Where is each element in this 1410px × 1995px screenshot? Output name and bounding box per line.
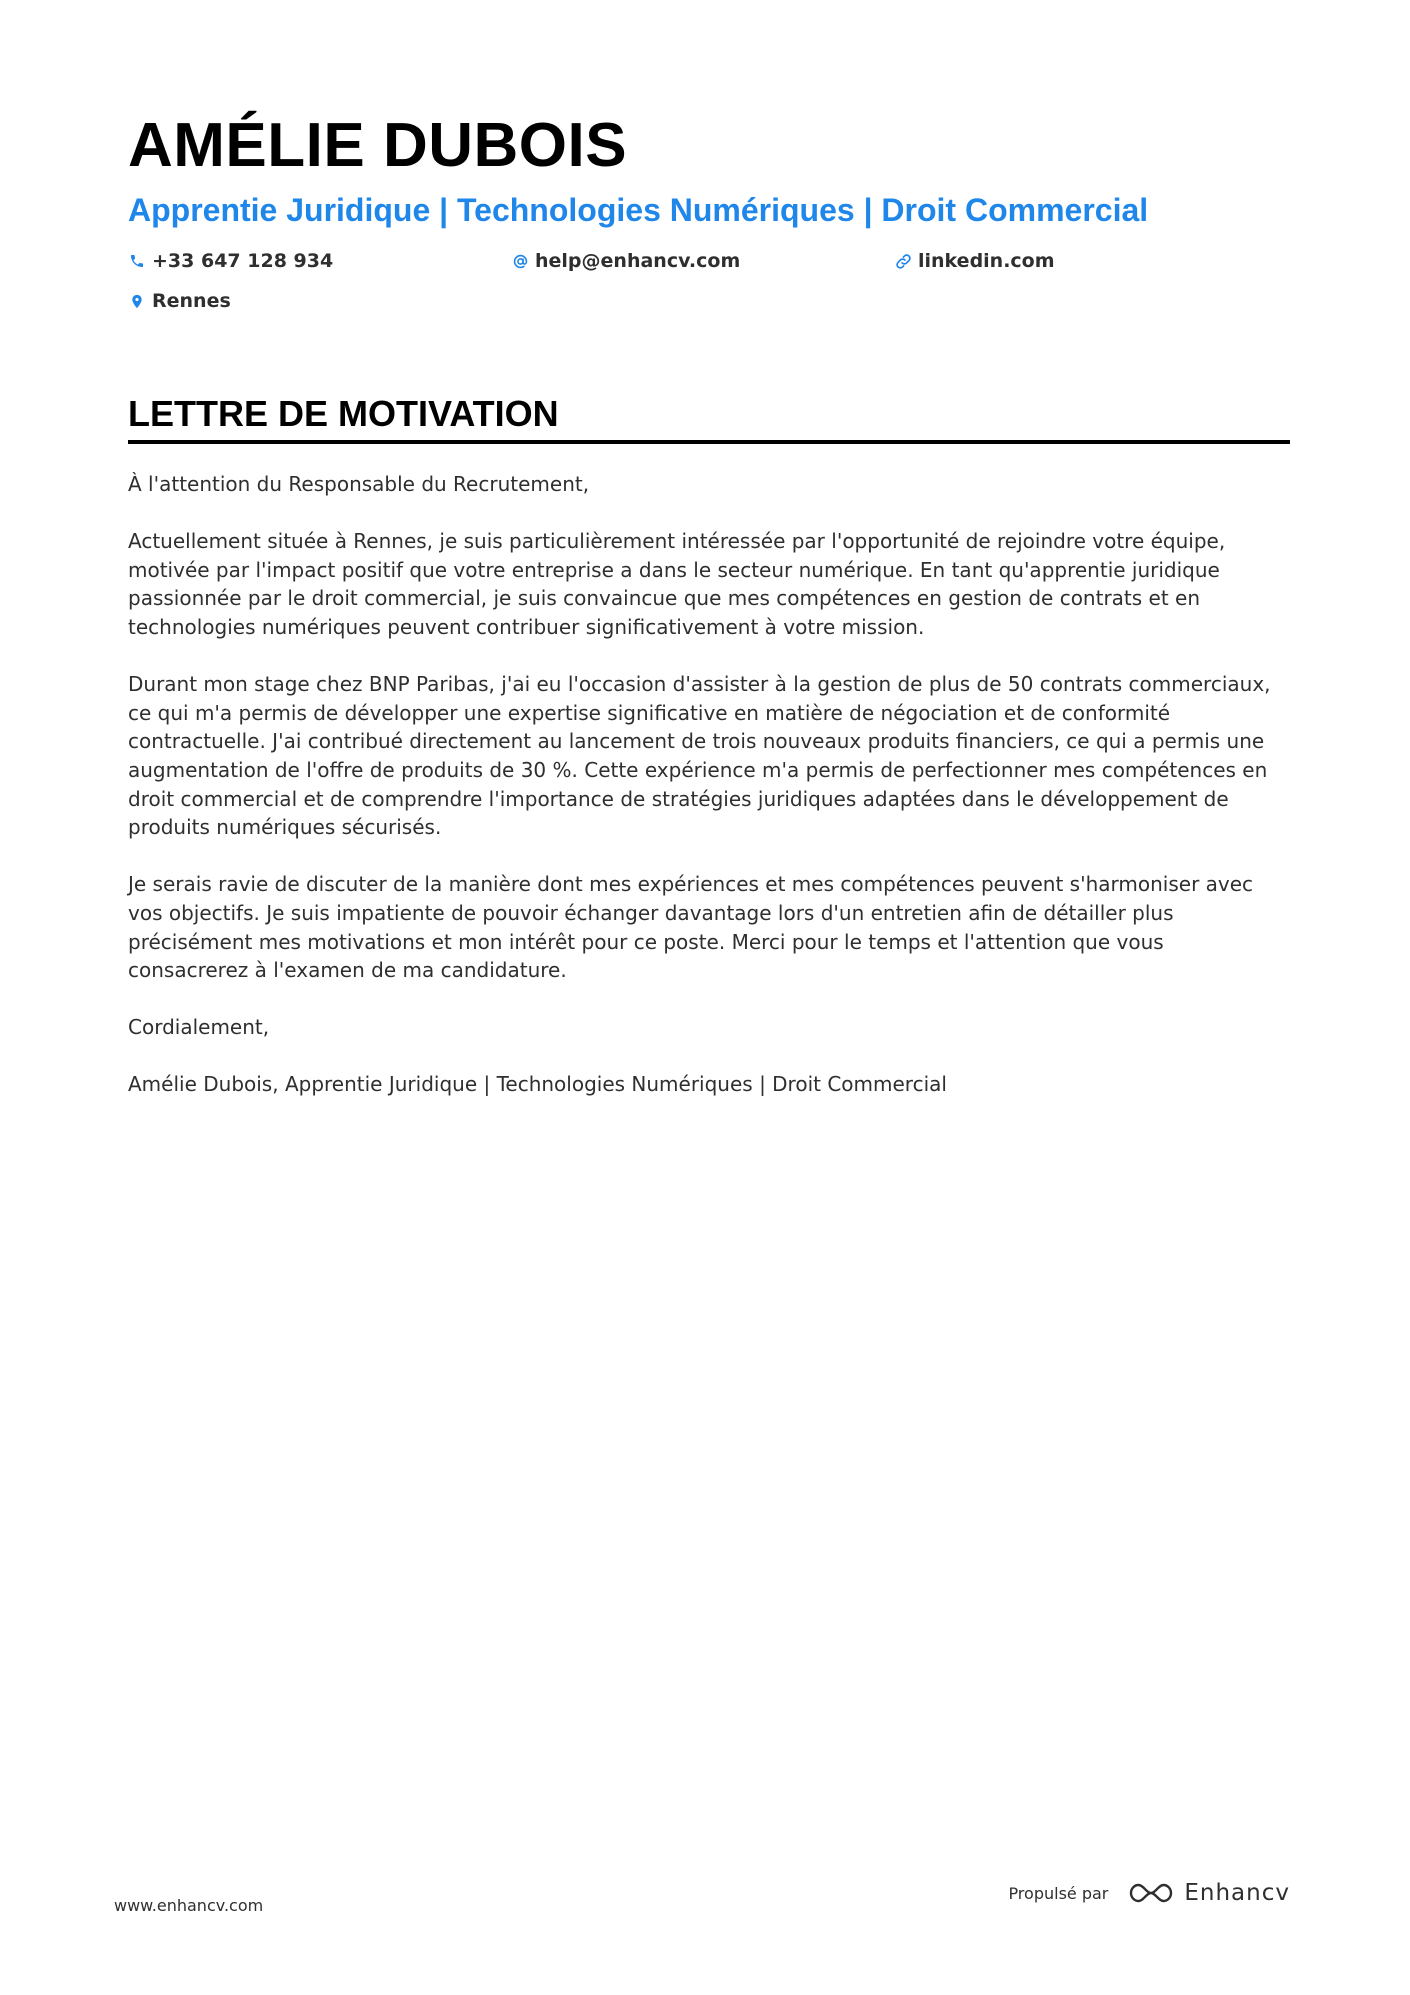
candidate-headline: Apprentie Juridique | Technologies Numériques | Droit Commercial [128, 192, 1149, 228]
cover-letter-section [128, 392, 1290, 1128]
contact-linkedin-value: linkedin.com [918, 250, 1055, 272]
letter-paragraph-1: Actuellement située à Rennes, je suis particulièrement intéressée par l'opportunité de rejoindre votre équipe, motivée par l'impact positif que votre entreprise a dans le secteur numérique. En tant qu'apprentie juridique passionnée par le droit commercial, je suis convaincue que mes compétences en gestion de contrats et en technologies numériques peuvent contribuer significativement à votre mission. [128, 529, 1226, 639]
enhancv-logo-icon [1128, 1881, 1174, 1905]
enhancv-brand[interactable] [1128, 1880, 1290, 1906]
letter-greeting: À l'attention du Responsable du Recrutement, [128, 472, 590, 496]
candidate-name: AMÉLIE DUBOIS [128, 111, 628, 180]
contact-phone-value: +33 647 128 934 [152, 250, 334, 272]
link-icon [894, 252, 912, 270]
header [128, 110, 1290, 314]
contact-info [128, 248, 1290, 314]
location-pin-icon [128, 292, 146, 310]
section-title: LETTRE DE MOTIVATION [128, 392, 1290, 444]
letter-closing: Cordialement, [128, 1015, 270, 1040]
footer-branding [1008, 1880, 1290, 1906]
at-icon [511, 252, 529, 270]
letter-body [128, 470, 1290, 1099]
footer-website[interactable]: www.enhancv.com [114, 1896, 264, 1915]
contact-location-value: Rennes [152, 290, 231, 312]
contact-linkedin[interactable] [894, 248, 1277, 274]
enhancv-brand-name: Enhancv [1184, 1880, 1290, 1906]
contact-email-value: help@enhancv.com [535, 250, 741, 272]
letter-signature: Amélie Dubois, Apprentie Juridique | Technologies Numériques | Droit Commercial [128, 1072, 947, 1097]
letter-paragraph-3: Je serais ravie de discuter de la manière dont mes expériences et mes compétences peuvent s'harmoniser avec vos objectifs. Je suis impatiente de pouvoir échanger davantage lors d'un entretien afin de détailler plus précisément mes motivations et mon intérêt pour ce poste. Merci pour le temps et l'attention que vous consacrerez à l'examen de ma candidature. [128, 872, 1254, 983]
contact-phone [128, 248, 511, 274]
contact-location [128, 288, 511, 314]
contact-email[interactable] [511, 248, 894, 274]
phone-icon [128, 252, 146, 270]
powered-by-label: Propulsé par [1008, 1883, 1109, 1903]
letter-paragraph-2: Durant mon stage chez BNP Paribas, j'ai eu l'occasion d'assister à la gestion de plus de 50 contrats commerciaux, ce qui m'a permis de développer une expertise significative en matière de négociation et de conformité contractuelle. J'ai contribué directement au lancement de trois nouveaux produits financiers, ce qui a permis une augmentation de l'offre de produits de 30 %. Cette expérience m'a permis de perfectionner mes compétences en droit commercial et de comprendre l'importance de stratégies juridiques adaptées dans le développement de produits numériques sécurisés. [128, 672, 1271, 840]
